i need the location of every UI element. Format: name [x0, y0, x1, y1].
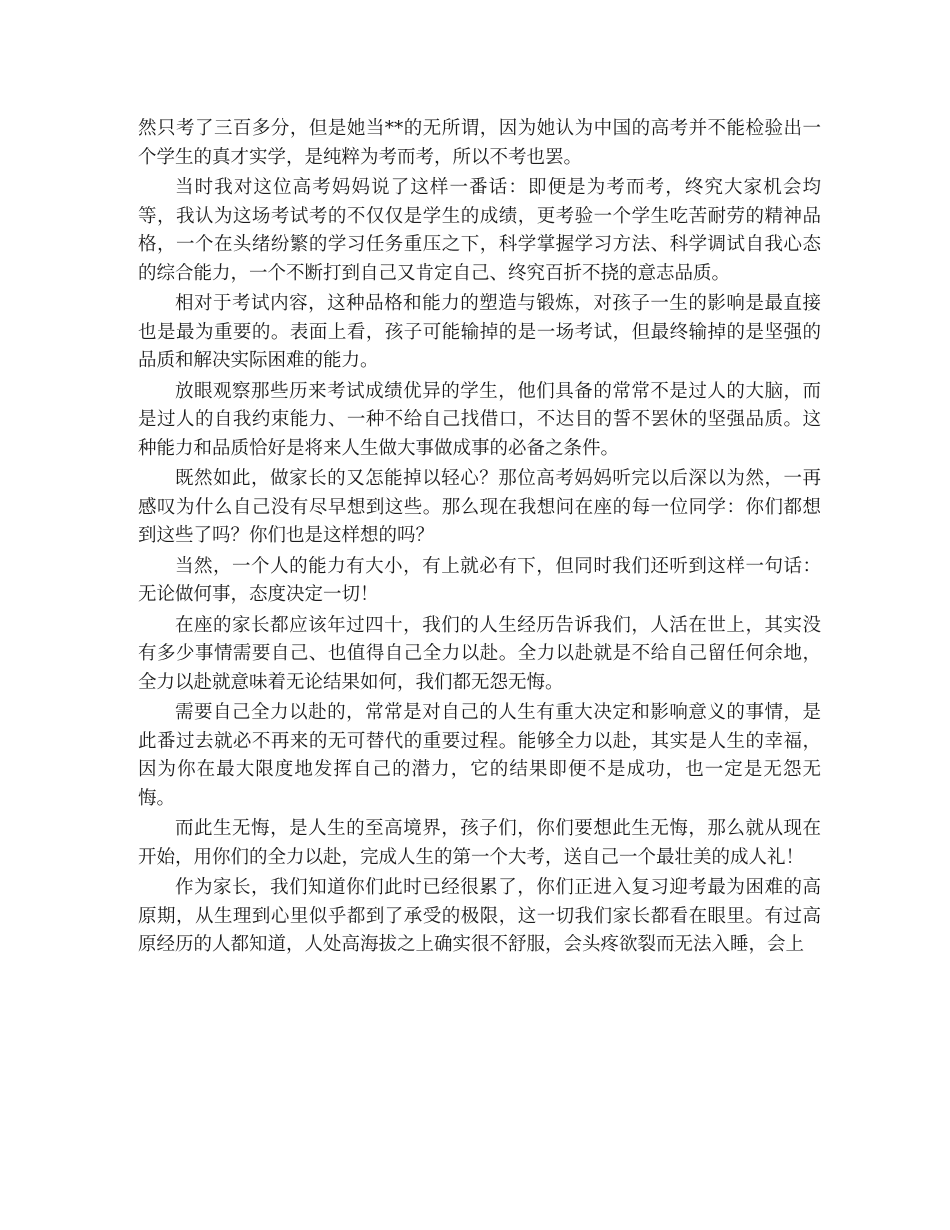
paragraph-1: 然只考了三百多分，但是她当**的无所谓，因为她认为中国的高考并不能检验出一个学生的真才实学，是纯粹为考而考，所以不考也罢。	[138, 118, 821, 168]
paragraph-10: 作为家长，我们知道你们此时已经很累了，你们正进入复习迎考最为困难的高原期，从生理到心里似乎都到了承受的极限，这一切我们家长都看在眼里。有过高原经历的人都知道，人处高海拔之上确实很不舒服，会头疼欲裂而无法入睡，会上	[138, 877, 821, 955]
paragraph-9: 而此生无悔，是人生的至高境界，孩子们，你们要想此生无悔，那么就从现在开始，用你们的全力以赴，完成人生的第一个大考，送自己一个最壮美的成人礼！	[138, 818, 821, 868]
paragraph-5: 既然如此，做家长的又怎能掉以轻心？那位高考妈妈听完以后深以为然，一再感叹为什么自己没有尽早想到这些。那么现在我想问在座的每一位同学：你们都想到这些了吗？你们也是这样想的吗？	[138, 468, 821, 546]
paragraph-2: 当时我对这位高考妈妈说了这样一番话：即便是为考而考，终究大家机会均等，我认为这场考试考的不仅仅是学生的成绩，更考验一个学生吃苦耐劳的精神品格，一个在头绪纷繁的学习任务重压之下，科学掌握学习方法、科学调试自我心态的综合能力，一个不断打到自己又肯定自己、终究百折不挠的意志品质。	[138, 177, 821, 284]
paragraph-4: 放眼观察那些历来考试成绩优异的学生，他们具备的常常不是过人的大脑，而是过人的自我约束能力、一种不给自己找借口，不达目的誓不罢休的坚强品质。这种能力和品质恰好是将来人生做大事做成事的必备之条件。	[138, 380, 821, 459]
paragraph-6: 当然，一个人的能力有大小，有上就必有下，但同时我们还听到这样一句话：无论做何事，态度决定一切！	[138, 555, 821, 605]
paragraph-7: 在座的家长都应该年过四十，我们的人生经历告诉我们，人活在世上，其实没有多少事情需要自己、也值得自己全力以赴。全力以赴就是不给自己留任何余地，全力以赴就意味着无论结果如何，我们都无怨无悔。	[138, 614, 821, 693]
paragraph-3: 相对于考试内容，这种品格和能力的塑造与锻炼，对孩子一生的影响是最直接也是最为重要的。表面上看，孩子可能输掉的是一场考试，但最终输掉的是坚强的品质和解决实际困难的能力。	[138, 293, 821, 371]
document-body	[138, 115, 821, 962]
paragraph-8: 需要自己全力以赴的，常常是对自己的人生有重大决定和影响意义的事情，是此番过去就必不再来的无可替代的重要过程。能够全力以赴，其实是人生的幸福，因为你在最大限度地发挥自己的潜力，它的结果即便不是成功，也一定是无怨无悔。	[138, 702, 821, 809]
